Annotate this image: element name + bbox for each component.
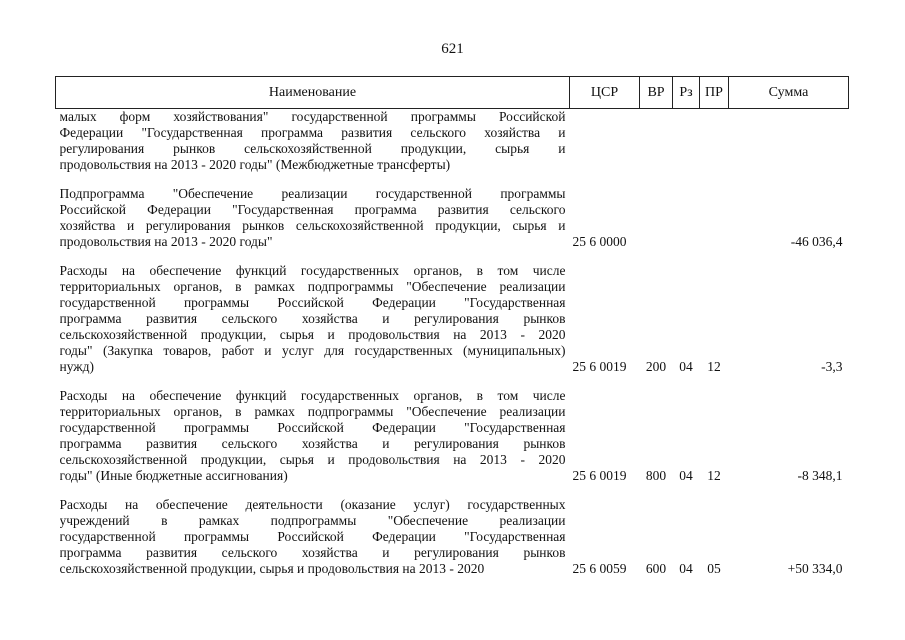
row-vr: 800 — [645, 468, 667, 483]
row-name-line: Федерации "Государственная программа развития сельского хозяйства и — [59, 125, 566, 140]
row-name-line: территориальных органов, в рамках подпрограммы "Обеспечение реализации — [59, 404, 566, 419]
row-pr — [700, 109, 729, 174]
row-rz: 04 — [679, 359, 693, 374]
row-sum — [729, 109, 849, 174]
row-name-line: Подпрограмма "Обеспечение реализации государственной программы — [59, 186, 566, 201]
row-name-line: сельскохозяйственной продукции, сырья и продовольствия на 2013 - 2020 — [59, 327, 566, 342]
row-vr — [640, 186, 673, 250]
row-name-line: продовольствия на 2013 - 2020 годы" (Межбюджетные трансферты) — [59, 157, 451, 172]
row-name-line: малых форм хозяйствования" государственной программы Российской — [59, 109, 566, 124]
row-rz: 04 — [679, 561, 693, 576]
row-name-cell — [56, 186, 570, 250]
row-sum: +50 334,0 — [787, 561, 843, 576]
row-sum: -8 348,1 — [797, 468, 843, 483]
table-row — [56, 263, 849, 375]
row-name-cell — [56, 109, 570, 174]
row-spacer — [56, 484, 849, 497]
row-name-line: государственной программы Российской Федерации "Государственная — [59, 295, 566, 310]
row-name-line: программа развития сельского хозяйства и регулирования рынков — [59, 545, 566, 560]
row-pr: 05 — [707, 561, 721, 576]
row-vr — [640, 109, 673, 174]
row-name-line: Российской Федерации "Государственная программа развития сельского — [59, 202, 566, 217]
row-pr: 12 — [707, 359, 721, 374]
row-pr: 12 — [707, 468, 721, 483]
row-rz: 04 — [679, 468, 693, 483]
row-rz — [673, 109, 700, 174]
row-name-line: сельскохозяйственной продукции, сырья и продовольствия на 2013 - 2020 — [59, 561, 485, 576]
page-number: 621 — [441, 41, 464, 57]
table-header-row — [56, 77, 849, 109]
row-name-line: нужд) — [59, 359, 94, 374]
header-name: Наименование — [56, 77, 570, 109]
row-name-line: продовольствия на 2013 - 2020 годы" — [59, 234, 273, 249]
row-csr — [570, 109, 640, 174]
row-name-line: программа развития сельского хозяйства и регулирования рынков — [59, 436, 566, 451]
row-name-line: хозяйства и регулирования рынков сельскохозяйственной продукции, сырья и — [59, 218, 566, 233]
row-name-line: учреждений в рамках подпрограммы "Обеспечение реализации — [59, 513, 566, 528]
header-vr: ВР — [640, 77, 673, 109]
row-name-cell — [56, 263, 570, 375]
row-name-line: государственной программы Российской Федерации "Государственная — [59, 420, 566, 435]
header-pr: ПР — [700, 77, 729, 109]
row-rz — [673, 186, 700, 250]
row-name-line: годы" (Закупка товаров, работ и услуг для государственных (муниципальных) — [59, 343, 566, 358]
row-name-line: программа развития сельского хозяйства и регулирования рынков — [59, 311, 566, 326]
row-name-line: годы" (Иные бюджетные ассигнования) — [59, 468, 288, 483]
row-csr: 25 6 0059 — [572, 561, 627, 576]
row-sum: -46 036,4 — [790, 234, 843, 249]
row-name-cell — [56, 497, 570, 577]
row-vr: 200 — [645, 359, 667, 374]
row-name-line: Расходы на обеспечение функций государственных органов, в том числе — [59, 388, 566, 403]
row-pr — [700, 186, 729, 250]
row-csr: 25 6 0019 — [572, 359, 627, 374]
row-csr: 25 6 0000 — [572, 234, 627, 249]
table-row — [56, 497, 849, 577]
header-csr: ЦСР — [570, 77, 640, 109]
row-spacer — [56, 250, 849, 263]
header-sum: Сумма — [729, 77, 849, 109]
budget-table — [55, 76, 849, 577]
row-spacer — [56, 375, 849, 388]
row-name-line: сельскохозяйственной продукции, сырья и продовольствия на 2013 - 2020 — [59, 452, 566, 467]
table-body — [56, 109, 849, 578]
budget-table-container — [55, 76, 848, 577]
row-name-line: регулирования рынков сельскохозяйственной продукции, сырья и — [59, 141, 566, 156]
table-row — [56, 186, 849, 250]
row-spacer — [56, 173, 849, 186]
row-sum: -3,3 — [821, 359, 843, 374]
row-name-line: территориальных органов, в рамках подпрограммы "Обеспечение реализации — [59, 279, 566, 294]
row-name-line: государственной программы Российской Федерации "Государственная — [59, 529, 566, 544]
row-name-line: Расходы на обеспечение функций государственных органов, в том числе — [59, 263, 566, 278]
row-csr: 25 6 0019 — [572, 468, 627, 483]
row-name-line: Расходы на обеспечение деятельности (оказание услуг) государственных — [59, 497, 566, 512]
table-row — [56, 109, 849, 174]
row-vr: 600 — [645, 561, 667, 576]
row-name-cell — [56, 388, 570, 484]
table-row — [56, 388, 849, 484]
header-rz: Рз — [673, 77, 700, 109]
